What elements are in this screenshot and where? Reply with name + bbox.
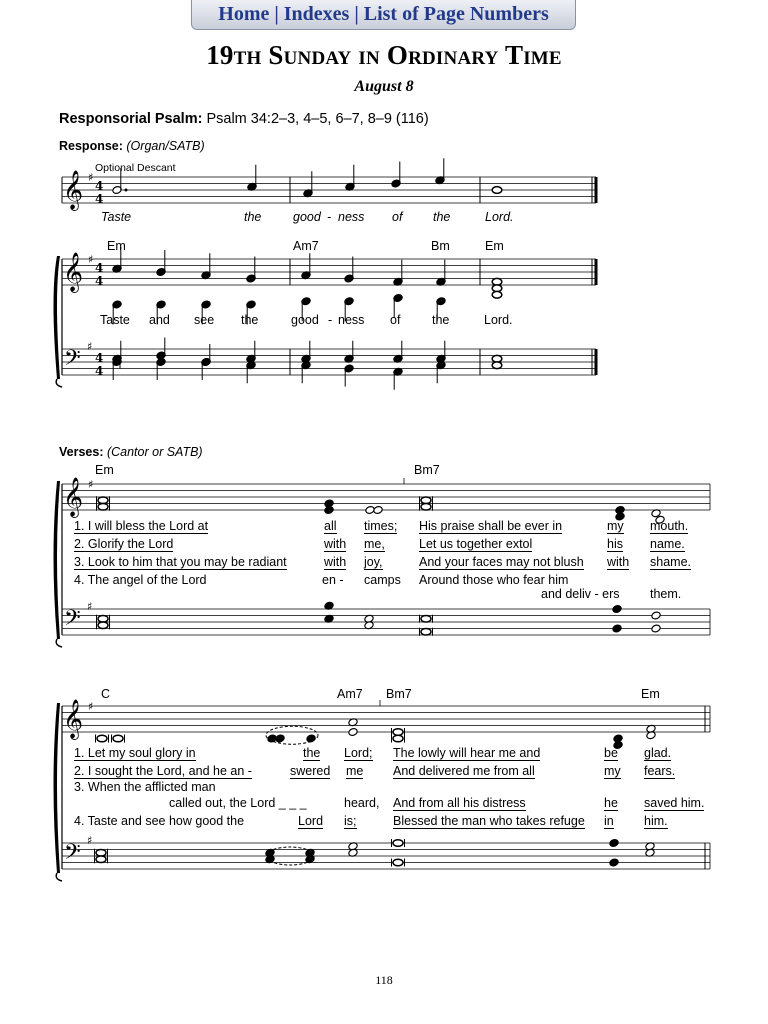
verse-lyric: with xyxy=(607,555,630,569)
home-link[interactable]: Home xyxy=(218,3,270,25)
treble-clef: 𝄞 xyxy=(63,699,84,739)
time-signature: 4 xyxy=(95,179,104,193)
verse-lyric: 4. The angel of the Lord xyxy=(74,573,207,587)
verse-lyric: Let us together extol xyxy=(419,537,533,551)
dot xyxy=(125,189,128,192)
nav-separator: | xyxy=(269,3,284,25)
key-sharp: ♯ xyxy=(88,700,94,713)
note-head xyxy=(612,624,622,633)
brace-curl xyxy=(56,379,62,387)
verse-lyric: me xyxy=(346,764,364,778)
breve-note xyxy=(393,729,403,736)
lyric: of xyxy=(392,210,403,224)
note-head xyxy=(373,506,383,515)
bass-clef: 𝄢 xyxy=(64,840,81,870)
date-subtitle: August 8 xyxy=(354,78,414,95)
lyric: the xyxy=(244,210,262,224)
lyric: the xyxy=(241,313,259,327)
verse-lyric: Blessed the man who takes refuge xyxy=(393,814,585,828)
verse-lyric: 2. Glorify the Lord xyxy=(74,537,174,551)
verse-lyric: And your faces may not blush xyxy=(419,555,584,569)
breve-note xyxy=(421,503,431,510)
verses-sub: (Cantor or SATB) xyxy=(106,445,203,459)
verse-lyric: him. xyxy=(644,814,668,828)
verses-label: Verses: xyxy=(59,445,104,459)
breve-note xyxy=(96,849,106,856)
verse-lyric: 3. When the afflicted man xyxy=(74,780,216,794)
whole-note xyxy=(492,291,502,298)
key-sharp: ♯ xyxy=(88,253,94,266)
verse-lyric: his xyxy=(607,537,623,551)
breve-note xyxy=(98,615,108,622)
breve-note xyxy=(421,497,431,504)
time-signature: 4 xyxy=(95,274,104,288)
verse-lyric: And from all his distress xyxy=(393,796,526,810)
page-number: 118 xyxy=(375,973,393,987)
verse-lyric: with xyxy=(324,537,347,551)
note-head xyxy=(324,506,334,515)
time-signature: 4 xyxy=(95,261,104,275)
system-brace xyxy=(54,481,61,639)
key-sharp: ♯ xyxy=(87,834,93,847)
response-label: Response: xyxy=(59,139,123,153)
page-title: 19th Sunday in Ordinary Time xyxy=(206,40,562,70)
time-signature: 4 xyxy=(95,364,104,378)
verse-lyric: be xyxy=(604,746,618,760)
treble-clef: 𝄞 xyxy=(63,170,84,210)
lyric: Taste xyxy=(101,210,132,224)
chord-symbol: C xyxy=(101,687,111,701)
breve-note xyxy=(98,622,108,629)
verse-lyric: shame. xyxy=(650,555,691,569)
chord-symbol: Bm xyxy=(431,239,450,253)
chord-symbol: Em xyxy=(107,239,126,253)
lyric: see xyxy=(194,313,215,327)
key-sharp: ♯ xyxy=(87,340,93,353)
bass-clef: 𝄢 xyxy=(64,346,81,376)
brace-curl xyxy=(56,873,62,881)
verse-lyric: en - xyxy=(322,573,344,587)
verse-lyric: times; xyxy=(364,519,398,533)
verse-lyric: Around those who fear him xyxy=(419,573,569,587)
verse-lyric: glad. xyxy=(644,746,672,760)
verse-lyric: in xyxy=(604,814,614,828)
lyric: ness xyxy=(338,313,365,327)
verse-lyric: mouth. xyxy=(650,519,689,533)
lyric: - xyxy=(328,313,333,327)
nav-separator: | xyxy=(349,3,364,25)
verse-lyric: he xyxy=(604,796,618,810)
breve-note xyxy=(393,859,403,866)
psalm-reference: Psalm 34:2–3, 4–5, 6–7, 8–9 (116) xyxy=(206,111,429,127)
key-sharp: ♯ xyxy=(88,478,94,491)
verse-lyric: saved him. xyxy=(644,796,705,810)
chord-symbol: Em xyxy=(95,463,114,477)
bass-clef: 𝄢 xyxy=(64,606,81,636)
whole-note xyxy=(492,362,502,369)
verse-lyric: His praise shall be ever in xyxy=(419,519,563,533)
verse-lyric: 2. I sought the Lord, and he an - xyxy=(74,764,252,778)
lyric: the xyxy=(432,313,450,327)
breve-note xyxy=(421,628,431,635)
key-sharp: ♯ xyxy=(88,171,94,184)
verse-lyric: called out, the Lord _ _ _ xyxy=(169,796,307,810)
verses-heading xyxy=(59,445,203,459)
lyric: Lord. xyxy=(484,313,513,327)
system-brace xyxy=(54,256,61,379)
note-head xyxy=(651,624,661,633)
breve-note xyxy=(98,503,108,510)
verse-lyric: 4. Taste and see how good the xyxy=(74,814,245,828)
breve-note xyxy=(393,840,403,847)
breve-note xyxy=(96,856,106,863)
system-brace xyxy=(54,703,61,873)
breve-note xyxy=(97,735,107,742)
lyric: Taste xyxy=(100,313,130,327)
verse-lyric: my xyxy=(604,764,621,778)
key-sharp: ♯ xyxy=(87,600,93,613)
note-head xyxy=(609,858,619,867)
lyric: Lord. xyxy=(485,210,514,224)
verse-lyric: heard, xyxy=(344,796,380,810)
indexes-link[interactable]: Indexes xyxy=(283,3,350,25)
note-head xyxy=(651,611,661,620)
lyric: good xyxy=(293,210,321,224)
verse-lyric: is; xyxy=(344,814,357,828)
page-numbers-link[interactable]: List of Page Numbers xyxy=(363,3,549,25)
breve-note xyxy=(98,497,108,504)
verse-lyric: The lowly will hear me and xyxy=(393,746,541,760)
note-head xyxy=(306,734,316,743)
verse-lyric: Lord xyxy=(298,814,324,828)
verse-lyric: fears. xyxy=(644,764,676,778)
breve-note xyxy=(393,735,403,742)
note-head xyxy=(612,605,622,614)
treble-clef: 𝄞 xyxy=(63,252,84,292)
brace-curl xyxy=(56,639,62,647)
verse-lyric: them. xyxy=(650,587,682,601)
lyric: ness xyxy=(338,210,365,224)
verse-lyric: 1. I will bless the Lord at xyxy=(74,519,209,533)
verse-lyric: the xyxy=(303,746,321,760)
lyric: of xyxy=(390,313,401,327)
lyric: good xyxy=(291,313,319,327)
verse-lyric: me, xyxy=(364,537,385,551)
verse-lyric: with xyxy=(324,555,347,569)
time-signature: 4 xyxy=(95,351,104,365)
verse-lyric: and deliv - ers xyxy=(541,587,620,601)
verse-lyric: joy, xyxy=(364,555,383,569)
chord-symbol: Bm7 xyxy=(414,463,440,477)
chord-symbol: Am7 xyxy=(293,239,319,253)
final-bar xyxy=(595,349,598,375)
lyric: and xyxy=(149,313,170,327)
psalm-label: Responsorial Psalm: xyxy=(59,111,203,127)
verse-lyric: 1. Let my soul glory in xyxy=(74,746,196,760)
final-bar xyxy=(595,259,598,285)
chord-symbol: Em xyxy=(485,239,504,253)
verse-lyric: And delivered me from all xyxy=(393,764,535,778)
breve-note xyxy=(113,735,123,742)
treble-clef: 𝄞 xyxy=(63,477,84,517)
verse-lyric: all xyxy=(324,519,337,533)
breve-note xyxy=(421,615,431,622)
verse-lyric: camps xyxy=(364,573,401,587)
chord-symbol: Em xyxy=(641,687,660,701)
whole-note xyxy=(492,187,502,194)
lyric: - xyxy=(327,210,332,224)
verse-lyric: swered xyxy=(290,764,331,778)
lyric: the xyxy=(433,210,451,224)
verse-lyric: name. xyxy=(650,537,685,551)
verse-lyric: my xyxy=(607,519,624,533)
response-sub: (Organ/SATB) xyxy=(126,139,205,153)
time-signature: 4 xyxy=(95,192,104,206)
optional-descant-label: Optional Descant xyxy=(95,162,176,174)
note-head xyxy=(275,734,285,743)
chord-symbol: Bm7 xyxy=(386,687,412,701)
chord-symbol: Am7 xyxy=(337,687,363,701)
verse-lyric: Lord; xyxy=(344,746,373,760)
verse-lyric: 3. Look to him that you may be radiant xyxy=(74,555,287,569)
final-bar xyxy=(595,177,598,203)
note-head xyxy=(348,728,358,737)
note-head xyxy=(609,839,619,848)
